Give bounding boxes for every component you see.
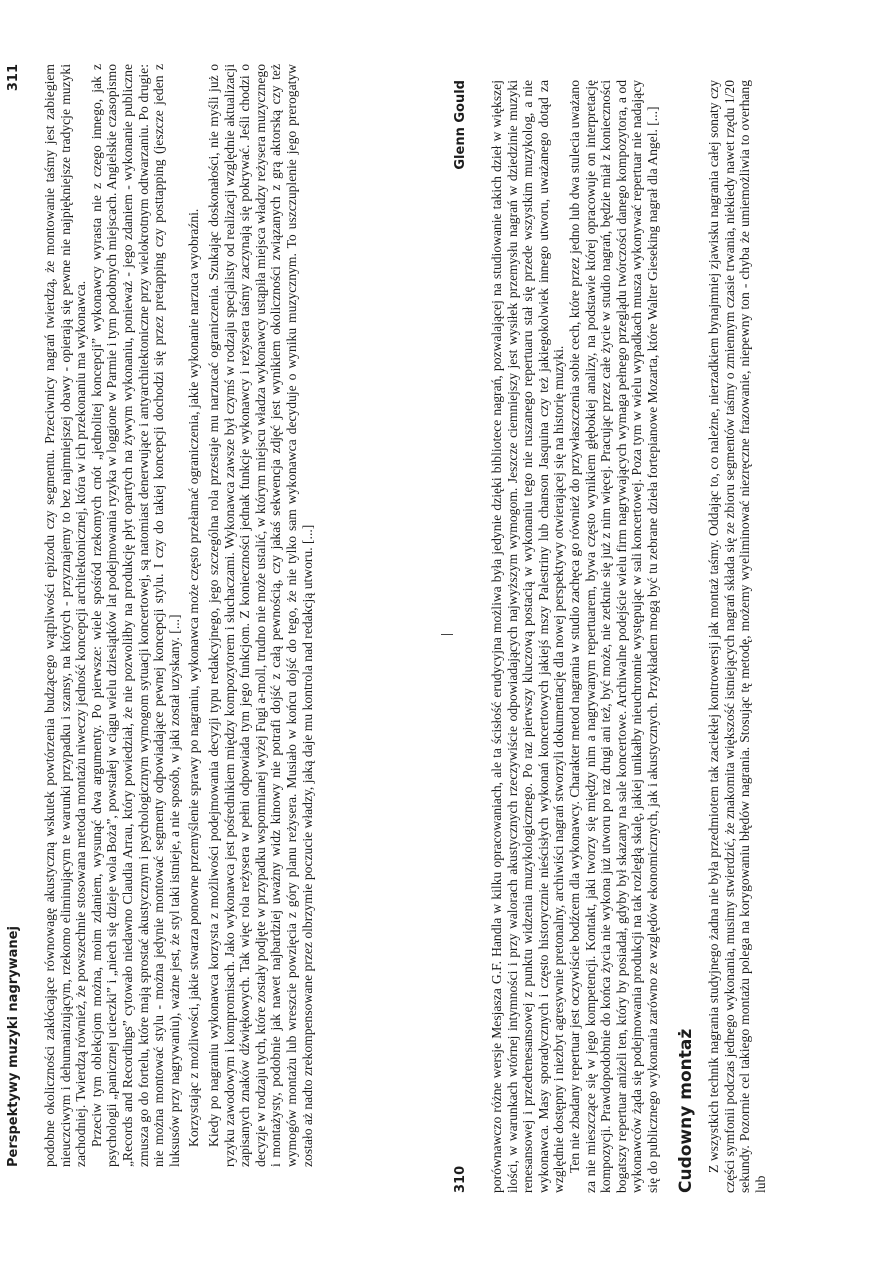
page-311-content [0,0,446,1263]
gutter-mark [441,634,453,635]
paragraph: Kiedy po nagraniu wykonawca korzysta z możliwości podejmowania decyzji typu redakcyjnego, jego szczególna rola przestaje mu narzucać ograniczenia. Szukając doskonałości, nie myśli już o ryzyku zawodowym i kompromisach. Jako wykonawca jest pośrednikiem między kompozytorem i słuchaczami. Wykonawca zawsze był czymś w rodzaju specjalisty od realizacji względnie aktualizacji zapisanych znaków dźwiękowych. Tak więc rola reżysera w pełni odpowiada tym jego funkcjom. Z konieczności jednak funkcje wykonawcy i reżysera taśmy zaczynają się pokrywać. Jeśli chodzi o decyzje w rodzaju tych, które zostały podjęte w przypadku wspomnianej wyżej Fugi a-moll, trudno nie może ustalić, w którym miejscu władza wykonawcy ustąpiła miejsca władzy reżysera muzycznego i montażysty, podobnie jak nawet najbardziej uważny widz kinowy nie potrafi dojść z całą pewnością, czy jakaś sekwencja zdjęć jest wynikiem okoliczności związanych z grą aktorską czy też wymogów montażu lub wreszcie powzięcia z góry planu reżysera. Musiało w końcu dojść do tego, że nie tylko sam wykonawca decyduje o wyniku muzycznym. To uszczuplenie jego prerogatyw zostało aż nadto zrekompensowane przez olbrzymie poczucie władzy, jaką daje mu kontrola nad redakcją utworu. [...] [205,64,315,1167]
page-311 [0,0,446,1263]
page-310-content [447,0,893,1263]
page-number: 310 [453,1165,468,1193]
running-title: Perspektywy muzyki nagrywanej [6,926,21,1167]
paragraph: porównawczo różne wersje Mesjasza G.F. Handla w kilku opracowaniach, ale ta ścisłość erudycyjna możliwa była jedynie dzięki bibliotece nagrań, pozwalającej na studiowanie takich dzieł w większej ilości, w warunkach wtórnej intymności i przy walorach akustycznych rzeczywiście odpowiadających najwyższym wymogom. Jeszcze ciemniejszy jest wysiłek przemysłu nagrań w dziedzinie muzyki renesansowej i przedrenesansowej z punktu widzenia muzykologicznego. Po raz pierwszy kluczową postacią w wykonaniu tego nie ruszanego repertuaru stał się przede wszystkim muzykolog, a nie wykonawca. Masy sporadycznych i często historycznie nieścisłych wykonań koncertowych jakiejś mszy Palestriny lub chanson Jasquina czy też jakiegokolwiek innego utworu, uważanego dotąd za względnie dostępny i niezbyt agresywnie pretonalny, archiwiści nagrań stworzyli dokumentację dla nowej perspektywy otwierającej się na historię muzyki. [489,80,567,1193]
paragraph: Korzystając z możliwości, jakie stwarza ponowne przemyślenie sprawy po nagraniu, wykonawca może często przełamać ograniczenia, jakie wykonanie narzuca wyobraźni. [186,208,202,1147]
paragraph: Z wszystkich technik nagrania studyjnego żadna nie była przedmiotem tak zaciekłej kontrowersji jak montaż taśmy. Oddając to, co należne, nierzadkiem bynajmniej zjawisku nagrania całej sonaty czy części symfonii podczas jednego wykonania, musimy stwierdzić, że znakomita większość istniejących nagrań składa się ze zbioru segmentów taśmy o zmiennym czasie trwania, niekiedy nawet rzędu 1/20 sekundy. Pozornie cel takiego montażu polega na korygowaniu błędów nagrania. Stosując tę metodę, możemy wyeliminować niezręczne frazowanie, niepewny ton - chyba że umiemożliwia to overhang lub [706,80,768,1193]
paragraph: podobne okoliczności zakłócające równowagę akustyczną wskutek powtórzenia budzącego wątpliwości epizodu czy segmentu. Przeciwnicy nagrań twierdzą, że montowanie taśmy jest zabiegiem nieuczciwym i dehumanizującym, rzekomo eliminującym te warunki przypadku i szansy, na których - przyznajemy to bez najmniejszej obawy - opierają się pewne nie najpiękniejsze tradycje muzyki zachodniej. Twierdzą również, że powszechnie stosowana metoda montażu niweczy jedność koncepcji architektonicznej, która w ich przekonaniu ma wykonawca. [42,64,89,1167]
paragraph: Ten nie zbadany repertuar jest oczywiście bodźcem dla wykonawcy. Charakter metod nagrania w studio zachęca go również do przywłaszczenia sobie cech, które przez jedno lub dwa stulecia uważano za nie mieszczące się w jego kompetencji. Kontakt, jaki tworzy się między nim a nagrywanym repertuarem, bywa często wynikiem głębokiej analizy, na podstawie której opracowuje on interpretację kompozycji. Prawdopodobnie do końca życia nie wykona już utworu po raz drugi ani też, być może, nie zetknie się już z nim więcej. Pracując przez całe życie w studio nagrań, będzie miał z konieczności bogatszy repertuar aniżeli ten, który by posiadał, gdyby był skazany na sale koncertowe. Archiwalne podejście wielu firm nagrywających wymaga pełnego przeglądu twórczości danego kompozytora, a od wykonawców żąda się podejmowania produkcji na tak rozległą skalę, jakiej unikałby nieuchronnie występując w sali koncertowej. Poza tym w wielu wypadkach musza wykonywać repertuar nie nadający się do publicznego wykonania zarówno ze względów ekonomicznych, jak i akustycznych. Przykładem mogą być tu zebrane dzieła fortepianowe Mozarta, które Walter Gieseking nagrał dla Angel. [...] [566,80,660,1193]
body-text-311 [42,64,315,1167]
page-310 [447,0,893,1263]
running-head-310 [453,80,475,1193]
page-number: 311 [6,64,21,92]
running-head-311 [6,64,28,1167]
section-heading: Cudowny montaż [675,1028,696,1193]
paragraph: Przeciw tym oblekcjom można, moim zdaniem, wysunąć dwa argumenty. Po pierwsze: wiele spośród rzekomych cnót „jednolitej koncepcji” wykonawcy wyrasta nie z czego innego, jak z psychologii „panicznej ucieczki” i „niech się dzieje wola Boża”, powstałej w ciągu wielu dziesiątków lat podejmowania ryzyka w loggione w Parmie i tym podobnych miejscach. Angielskie czasopismo „Records and Recordings” cytowało niedawno Claudia Arrau, który powiedział, że nie pozwoliłby na produkcję płyt opartych na żywym wykonaniu, ponieważ - jego zdaniem - wykonanie publiczne zmusza go do fortelu, które mają sprostać akustycznym i psychologicznym wymogom sytuacji koncertowej, są natomiast denerwujące i antyarchitektoniczne przy wielokrotnym odtwarzaniu. Po drugie: nie można montować stylu - można jedynie montować segmenty odpowiadające pewnej koncepcji stylu. I czy do takiej koncepcji dochodzi się przez pretapping czy posttapping (jeszcze jeden z luksusów przy nagrywaniu), ważne jest, że styl taki istnieje, a nie sposób, w jaki został uzyskany. [...] [88,64,182,1167]
running-title: Glenn Gould [453,80,468,170]
body-text-310 [489,80,769,1193]
